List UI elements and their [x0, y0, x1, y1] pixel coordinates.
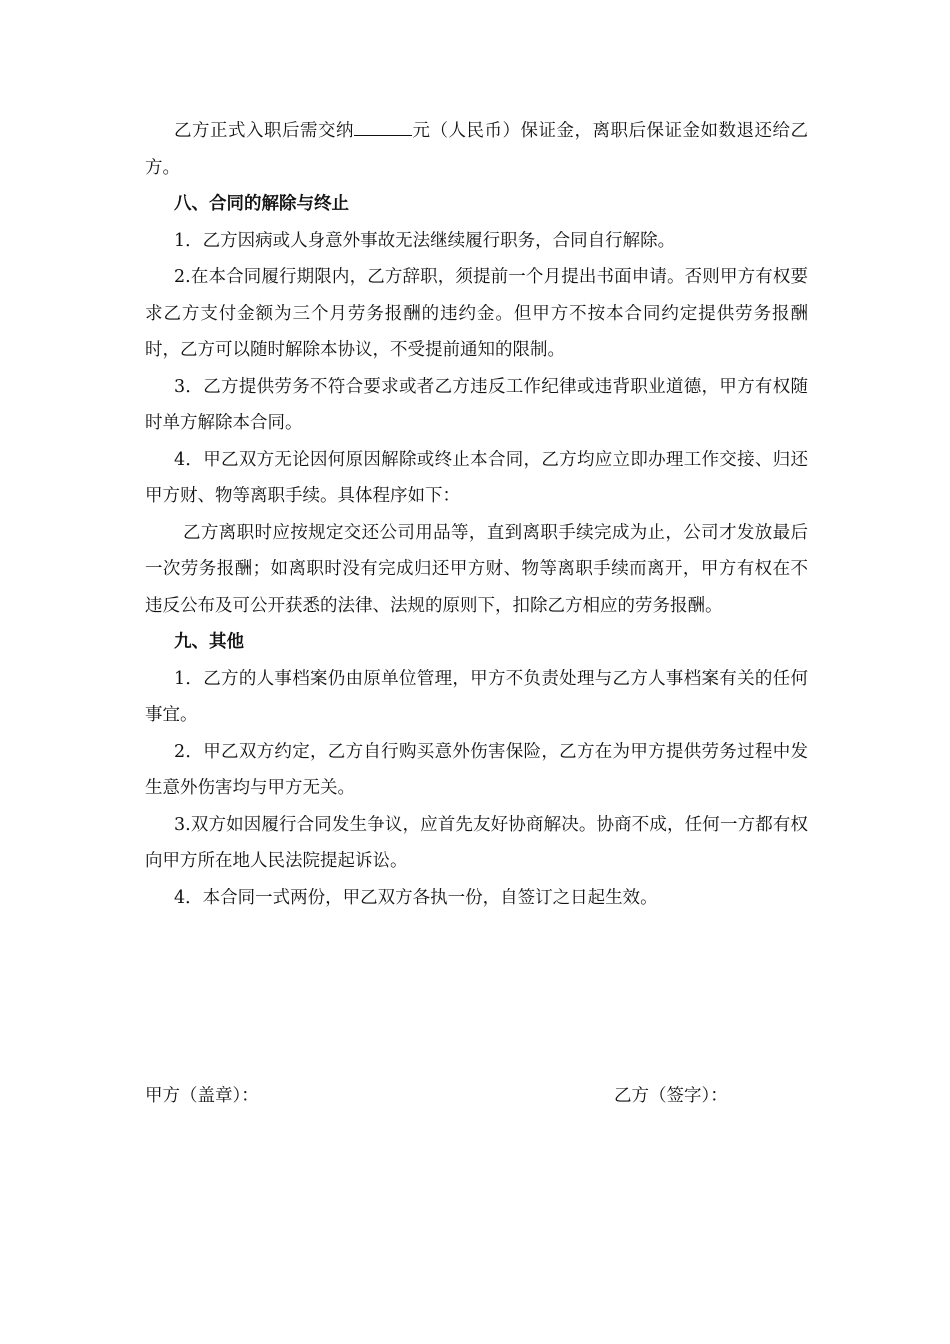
deposit-text-before: 乙方正式入职后需交纳	[174, 121, 354, 141]
section-8-item-2: 2.在本合同履行期限内，乙方辞职，须提前一个月提出书面申请。否则甲方有权要求乙方支付金额为三个月劳务报酬的违约金。但甲方不按本合同约定提供劳务报酬时，乙方可以随时解除本协议，不受提前通知的限制。	[145, 267, 808, 360]
party-a-signature-label: 甲方（盖章）：	[145, 1086, 259, 1106]
contract-page	[145, 113, 808, 916]
section-8-title: 八、合同的解除与终止	[174, 194, 349, 214]
deposit-amount-blank	[354, 117, 412, 136]
section-8-item-3: 3．乙方提供劳务不符合要求或者乙方违反工作纪律或违背职业道德，甲方有权随时单方解除本合同。	[145, 376, 808, 433]
section-9-item-3: 3.双方如因履行合同发生争议，应首先友好协商解决。协商不成，任何一方都有权向甲方所在地人民法院提起诉讼。	[145, 814, 808, 871]
section-8-item-1: 1．乙方因病或人身意外事故无法继续履行职务，合同自行解除。	[174, 230, 676, 251]
section-8-item-4: 4．甲乙双方无论因何原因解除或终止本合同，乙方均应立即办理工作交接、归还甲方财、物等离职手续。具体程序如下：	[145, 449, 808, 506]
section-9-item-4: 4．本合同一式两份，甲乙双方各执一份，自签订之日起生效。	[174, 887, 658, 908]
party-b-signature-label: 乙方（签字）：	[614, 1086, 728, 1106]
deposit-paragraph	[145, 113, 808, 186]
section-9-item-2: 2．甲乙双方约定，乙方自行购买意外伤害保险，乙方在为甲方提供劳务过程中发生意外伤害均与甲方无关。	[145, 741, 808, 798]
deposit-text-after: 元（人民币）保证金，离职后保证金如数退还给乙方。	[145, 121, 808, 178]
section-9-title: 九、其他	[174, 632, 244, 652]
section-9-item-1: 1．乙方的人事档案仍由原单位管理，甲方不负责处理与乙方人事档案有关的任何事宜。	[145, 668, 808, 725]
section-8-procedure: 乙方离职时应按规定交还公司用品等，直到离职手续完成为止，公司才发放最后一次劳务报酬；如离职时没有完成归还甲方财、物等离职手续而离开，甲方有权在不违反公布及可公开获悉的法律、法规的原则下，扣除乙方相应的劳务报酬。	[145, 522, 808, 616]
